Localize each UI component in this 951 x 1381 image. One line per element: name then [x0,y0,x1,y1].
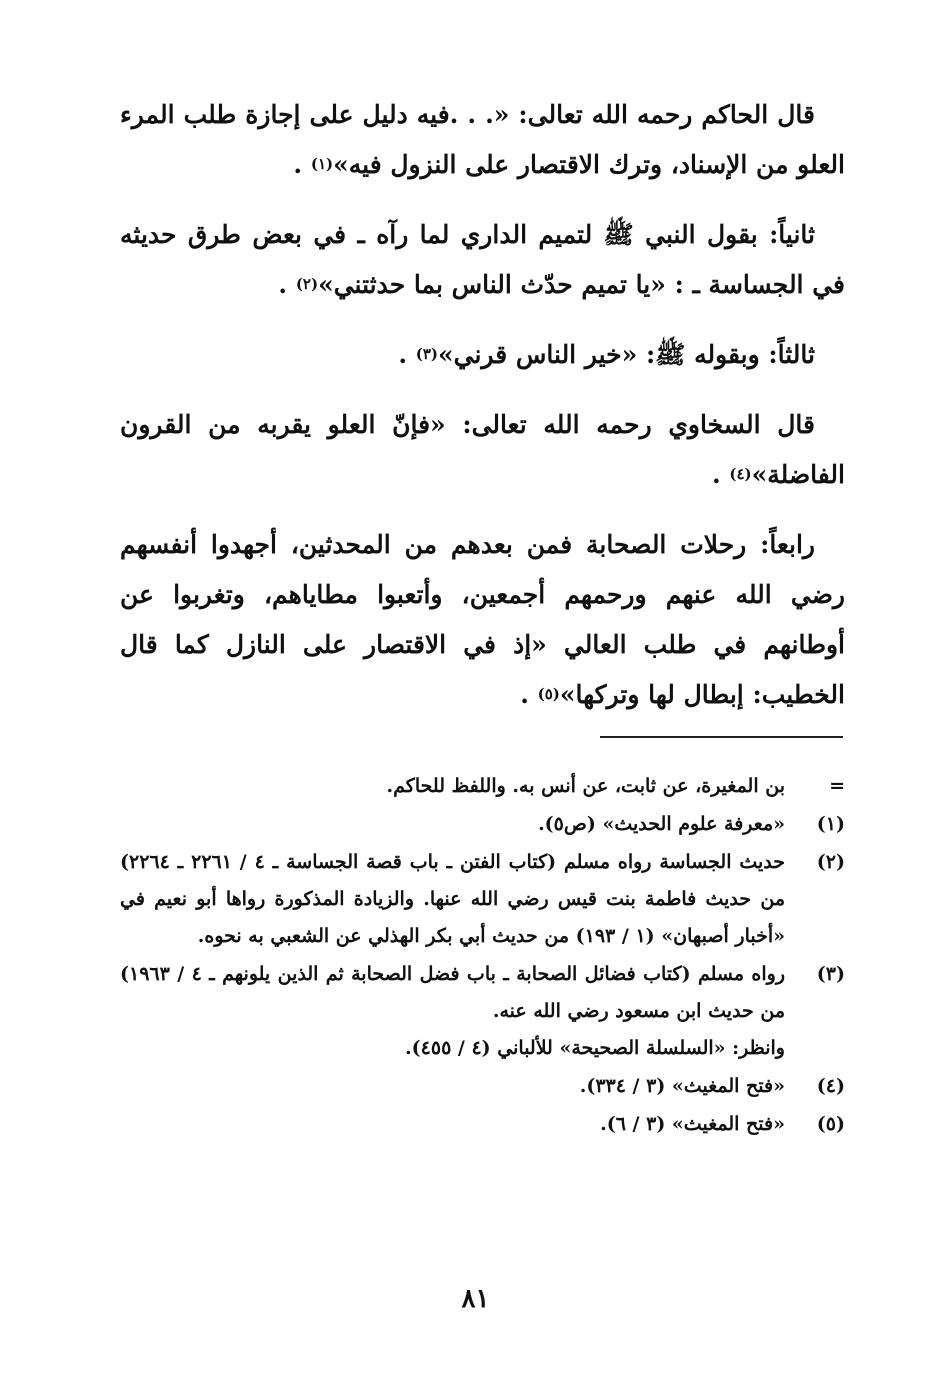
paragraph-lead: رابعاً: [760,530,815,559]
footnote-text: بن المغيرة، عن ثابت، عن أنس به. واللفظ للحاكم. [386,775,785,797]
paragraph-text: وبقوله ﷺ: «خير الناس قرني» [438,340,769,369]
footnotes [120,768,845,1144]
main-text [120,90,845,720]
footnote-text: حديث الجساسة رواه مسلم (كتاب الفتن ـ باب قصة الجساسة ـ ٤ / ٢٢٦١ ـ ٢٢٦٤) من حديث فاطمة بنت قيس رضي الله عنها. والزيادة المذكورة رواها أبو نعيم في «أخبار أصبهان» (١ / ١٩٣) من حديث أبي بكر الهذلي عن الشعبي به نحوه. [120,851,786,947]
page-number: ٨١ [461,1284,490,1314]
paragraph-tail: . [398,340,416,369]
paragraph-second-point [120,210,845,310]
footnote-number: (٥) [816,1113,845,1135]
paragraph-third-point [120,330,845,380]
footnote-3 [120,956,845,1067]
paragraph-fourth-point [120,520,845,720]
footnote-separator [600,736,843,738]
footnote-ref[interactable]: (١) [310,155,334,173]
paragraph-tail: . [278,270,296,299]
paragraph-text: رحلات الصحابة فمن بعدهم من المحدثين، أجهدوا أنفسهم رضي الله عنهم ورحمهم أجمعين، وأتعبوا مطاياهم، وتغربوا عن أوطانهم في طلب العالي «إذ في الاقتصار على النازل كما قال الخطيب: إبطال لها وتركها» [120,530,845,709]
footnote-ref[interactable]: (٤) [729,465,752,483]
paragraph-text: بقول النبي ﷺ لتميم الداري لما رآه ـ في بعض طرق حديثه في الجساسة ـ : «يا تميم حدّث الناس بما حدثتني» [120,220,845,299]
footnote-ref[interactable]: (٣) [415,345,439,363]
footnote-ref[interactable]: (٢) [295,275,319,293]
footnote-ref[interactable]: (٥) [537,685,560,703]
footnote-continuation [120,768,845,805]
paragraph-sakhawi-quote [120,400,845,500]
footnote-1 [120,806,845,843]
paragraph-tail: . [293,150,311,179]
paragraph-text: قال السخاوي رحمه الله تعالى: «فإنّ العلو يقربه من القرون الفاضلة» [120,410,845,489]
paragraph-lead: ثانياً: [769,220,815,249]
paragraph-hakim-quote [120,90,845,190]
footnote-number: (١) [816,813,845,835]
paragraph-text: قال الحاكم رحمه الله تعالى: «. . .فيه دليل على إجازة طلب المرء العلو من الإسناد، وترك الاقتصار على النزول فيه» [120,100,845,179]
footnote-text: «فتح المغيث» (٣ / ٦). [600,1113,785,1135]
footnote-5 [120,1106,845,1143]
footnote-text: «معرفة علوم الحديث» (ص٥). [538,813,785,835]
footnote-text-continued: وانظر: «السلسلة الصحيحة» للألباني (٤ / ٤٥٥). [405,1037,785,1059]
footnote-2 [120,844,845,955]
footnote-number: = [829,775,845,797]
footnote-number: (٤) [816,1075,845,1097]
paragraph-tail: . [711,460,730,489]
paragraph-lead: ثالثاً: [768,340,815,369]
footnote-text: «فتح المغيث» (٣ / ٣٣٤). [579,1075,785,1097]
paragraph-tail: . [520,680,538,709]
footnote-text: رواه مسلم (كتاب فضائل الصحابة ـ باب فضل الصحابة ثم الذين يلونهم ـ ٤ / ١٩٦٣) من حديث ابن مسعود رضي الله عنه. [120,963,786,1022]
footnote-4 [120,1068,845,1105]
footnote-number: (٣) [816,963,845,985]
footnote-number: (٢) [816,851,845,873]
